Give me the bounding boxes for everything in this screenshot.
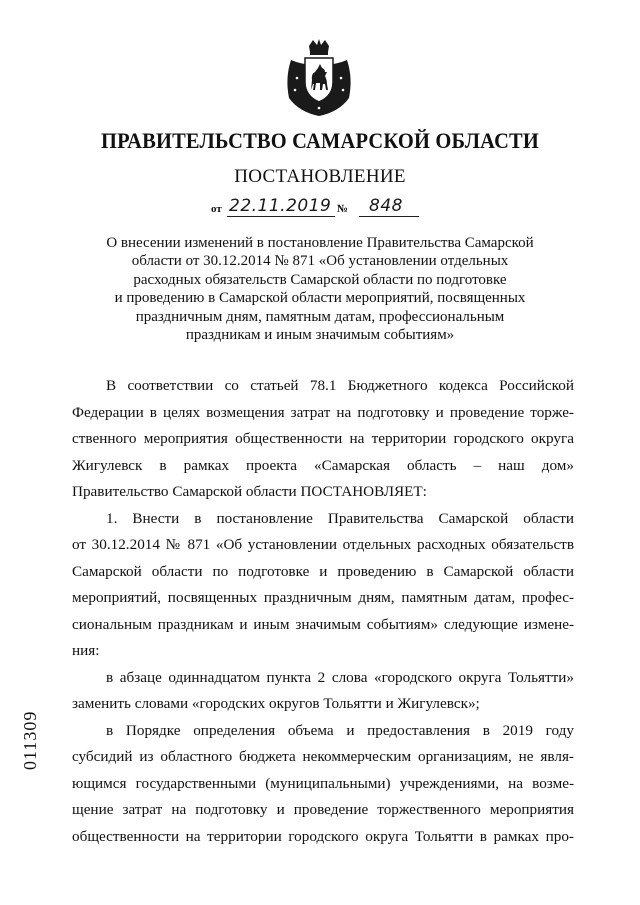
body-line: Самарской области по подготовке и проведению в Самарской области (72, 562, 574, 580)
handwritten-number: 848 (369, 196, 403, 216)
body-line: заменить словами «городских округов Тольятти и Жигулевск»; (72, 695, 480, 712)
body-line: Правительство Самарской области ПОСТАНОВЛЯЕТ: (72, 483, 427, 500)
body-line: В соответствии со статьей 78.1 Бюджетного кодекса Российской (106, 377, 574, 394)
organization-title: ПРАВИТЕЛЬСТВО САМАРСКОЙ ОБЛАСТИ (101, 128, 539, 153)
body-line: Федерации в целях возмещения затрат на подготовку и проведение торже- (72, 403, 574, 421)
document-type: ПОСТАНОВЛЕНИЕ (234, 166, 406, 187)
subject-line: и проведению в Самарской области мероприятий, посвященных (114, 290, 526, 307)
body-line: в Порядке определения объема и предоставления в 2019 году (106, 721, 574, 739)
date-label: от (211, 203, 222, 215)
subject-line: О внесении изменений в постановление Правительства Самарской (106, 235, 534, 251)
number-underline (359, 216, 419, 217)
paragraph-amendment-2 (72, 718, 574, 851)
paragraph-amendment-1 (72, 665, 574, 718)
subject-line: праздникам и иным значимым событиям» (185, 327, 455, 344)
body-line: щение затрат на подготовку и проведение торжественного мероприятия (72, 801, 574, 818)
body-line: мероприятий, посвященных праздничным дням, памятным датам, профес- (72, 589, 574, 606)
body-line: 1. Внести в постановление Правительства Самарской области (106, 509, 574, 527)
subject-line: праздничным дням, памятным датам, профессиональным (135, 308, 505, 325)
document-subject (80, 234, 560, 344)
document-body (72, 373, 574, 850)
paragraph-preamble (72, 373, 574, 506)
paragraph-item-1 (72, 506, 574, 665)
body-line: в абзаце одиннадцатом пункта 2 слова «городского округа Тольятти» (106, 668, 574, 686)
body-line: общественности на территории городского округа Тольятти в рамках про- (72, 827, 574, 845)
body-line: Жигулевск в рамках проекта «Самарская область – наш дом» (72, 456, 574, 474)
number-label: № (337, 203, 349, 215)
handwritten-date: 22.11.2019 (229, 196, 332, 216)
subject-line: области от 30.12.2014 № 871 «Об установлении отдельных (131, 253, 509, 270)
body-line: ственного мероприятия общественности на территории городского округа (72, 430, 574, 447)
body-line: от 30.12.2014 № 871 «Об установлении отдельных расходных обязательств (72, 536, 574, 553)
date-number-line (211, 195, 441, 219)
body-line: ющимся государственными (муниципальными) учреждениями, на возме- (72, 774, 574, 792)
subject-line: расходных обязательств Самарской области по подготовке (133, 271, 507, 288)
coat-of-arms-icon (283, 38, 355, 118)
date-underline (227, 216, 335, 217)
body-line: ния: (72, 642, 100, 659)
side-registration-number: 011309 (20, 710, 40, 770)
body-line: сиональным праздникам и иным значимым событиям» следующие измене- (72, 615, 574, 633)
body-line: субсидий из областного бюджета некоммерческим организациям, не явля- (72, 748, 574, 765)
